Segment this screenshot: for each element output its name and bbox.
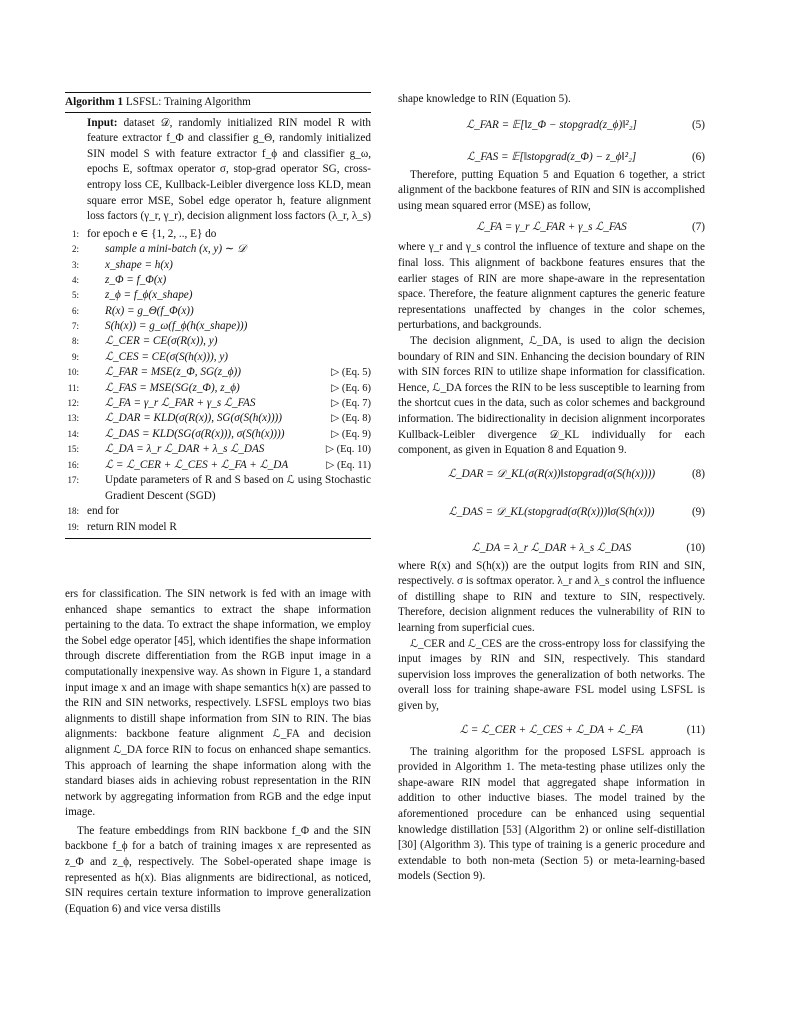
algorithm-line-number: 12: — [67, 398, 79, 409]
algorithm-line — [65, 227, 371, 242]
algorithm-line-number: 13: — [67, 413, 79, 424]
algorithm-line-number: 17: — [67, 475, 79, 485]
algorithm-line-number: 6: — [71, 305, 79, 316]
algorithm-line-number: 15: — [67, 444, 79, 455]
algorithm-line-comment: ▷ (Eq. 6) — [331, 382, 371, 394]
equation-8-number: (8) — [691, 467, 705, 480]
algorithm-line-text: z_Φ = f_Φ(x) — [105, 273, 167, 286]
algorithm-line-number: 3: — [71, 259, 79, 270]
algorithm-line-number: 9: — [71, 351, 79, 362]
algorithm-line-comment: ▷ (Eq. 10) — [325, 444, 371, 456]
equation-8 — [398, 465, 705, 483]
algorithm-line-text: sample a mini-batch (x, y) ∼ 𝒟 — [105, 243, 247, 256]
equation-9-number: (9) — [691, 505, 705, 518]
equation-8-body: ℒ_DAR = 𝒟_KL(σ(R(x))‖stopgrad(σ(S(h(x)))) — [447, 467, 656, 480]
algorithm-line-text: ℒ_CES = CE(σ(S(h(x))), y) — [105, 350, 229, 363]
equation-11-number: (11) — [686, 723, 705, 736]
algorithm-line-number: 11: — [67, 382, 79, 393]
algorithm-line-text: ℒ_FAS = MSE(SG(z_Φ), z_ϕ) — [105, 381, 240, 394]
equation-11-body: ℒ = ℒ_CER + ℒ_CES + ℒ_DA + ℒ_FA — [459, 723, 644, 736]
left-column — [65, 92, 371, 917]
algorithm-line-text: S(h(x)) = g_ω(f_ϕ(h(x_shape))) — [105, 320, 248, 333]
algorithm-line — [65, 334, 371, 349]
algorithm-input-label: Input: — [87, 116, 118, 129]
algorithm-line-text: end for — [87, 505, 119, 518]
algorithm-line-text: z_ϕ = f_ϕ(x_shape) — [105, 289, 193, 302]
algorithm-line-text: ℒ_DA = λ_r ℒ_DAR + λ_s ℒ_DAS — [105, 443, 265, 456]
equation-7-number: (7) — [691, 221, 705, 234]
left-body — [65, 587, 371, 917]
algorithm-input-text: dataset 𝒟, randomly initialized RIN model R with feature extractor f_Φ and classifier g_Θ, randomly initialized SIN model S with feature extractor f_ϕ and classifier g_ω, epochs E, softmax operator σ, stop-grad operator SG, cross-entropy loss CE, Kullback-Leibler divergence loss KLD, mean square error MSE, Sobel edge operator h, feature alignment loss factors (γ_r, γ_r), decision alignment loss factors (λ_r, λ_s) — [87, 116, 372, 223]
right-paragraph-0: shape knowledge to RIN (Equation 5). — [398, 93, 571, 105]
algorithm-line-number: 1: — [71, 228, 79, 239]
algorithm-line — [65, 442, 371, 457]
algorithm-line — [65, 242, 371, 257]
algorithm-line-number: 8: — [71, 336, 79, 347]
algorithm-line-comment: ▷ (Eq. 8) — [331, 413, 371, 425]
right-paragraph-1: Therefore, putting Equation 5 and Equation 6 together, a strict alignment of the backbone features of RIN and SIN is accomplished using mean squared error (MSE) as follow, — [398, 168, 705, 212]
equation-5-body: ℒ_FAR = 𝔼[‖z_Φ − stopgrad(z_ϕ)‖²₂] — [466, 118, 637, 131]
equation-6 — [398, 148, 705, 166]
left-paragraph-1: ers for classification. The SIN network is fed with an image with enhanced shape semantics to extract the shape information pertaining to the data. To extract the shape information, we employ the Sobel edge operator [45], which identifies the shape information through discrete differentiation from the RGB input image in a computationally inexpensive way. As shown in Figure 1, a standard input image x and an image with shape semantics h(x) are passed to the RIN and SIN networks, respectively. LSFSL employs two bias alignments to distill shape information from SIN to RIN. The bias alignments: backbone feature alignment ℒ_FA and decision alignment ℒ_DA force RIN to focus on enhanced shape semantics. This approach of learning the shape information along with the standard biases aids in achieving robust representation in the RIN network by aggregating information from RGB and the edge input image. — [65, 587, 371, 819]
equation-7 — [398, 218, 705, 236]
equation-7-body: ℒ_FA = γ_r ℒ_FAR + γ_s ℒ_FAS — [476, 221, 627, 234]
algorithm-line — [65, 288, 371, 303]
right-paragraph-4: where R(x) and S(h(x)) are the output logits from RIN and SIN, respectively. σ is softmax operator. λ_r and λ_s control the influence of distilling shape to RIN and texture to SIN, respectively. Therefore, decision alignment reduces the vulnerability of RIN to learning from superficial cues. — [398, 559, 705, 635]
algorithm-line-number: 16: — [67, 459, 79, 470]
algorithm-line — [65, 319, 371, 334]
algorithm-line — [65, 350, 371, 365]
algorithm-line — [65, 258, 371, 273]
algorithm-line-comment: ▷ (Eq. 7) — [331, 398, 371, 410]
equation-6-body: ℒ_FAS = 𝔼[‖stopgrad(z_Φ) − z_ϕ‖²₂] — [466, 150, 637, 163]
algorithm-steps — [65, 227, 371, 535]
algorithm-line — [65, 304, 371, 319]
algorithm-line-text: return RIN model R — [87, 520, 177, 533]
algorithm-line-comment: ▷ (Eq. 9) — [331, 428, 371, 440]
algorithm-line-number: 4: — [71, 274, 79, 285]
algorithm-line-text: x_shape = h(x) — [105, 258, 173, 271]
equation-10-number: (10) — [686, 541, 705, 554]
algorithm-line-text: ℒ_DAS = KLD(SG(σ(R(x))), σ(S(h(x)))) — [105, 427, 285, 440]
equation-10-body: ℒ_DA = λ_r ℒ_DAR + λ_s ℒ_DAS — [471, 541, 632, 554]
algorithm-line-number: 19: — [67, 521, 79, 532]
algorithm-line-text: for epoch e ∈ {1, 2, .., E} do — [87, 227, 217, 240]
algorithm-line-text: ℒ_CER = CE(σ(R(x)), y) — [105, 335, 218, 348]
algorithm-line-number: 5: — [71, 290, 79, 301]
algorithm-line — [65, 458, 371, 473]
algorithm-line-text: ℒ_FAR = MSE(z_Φ, SG(z_ϕ)) — [105, 366, 241, 379]
algorithm-name: LSFSL: Training Algorithm — [125, 96, 251, 108]
algorithm-label: Algorithm 1 — [65, 96, 124, 108]
equation-5-number: (5) — [691, 118, 705, 131]
algorithm-line-text: ℒ_FA = γ_r ℒ_FAR + γ_s ℒ_FAS — [105, 397, 256, 410]
algorithm-line — [65, 520, 371, 535]
algorithm-box — [65, 92, 371, 539]
equation-10 — [398, 539, 705, 557]
algorithm-line — [65, 473, 371, 504]
equation-9 — [398, 503, 705, 521]
algorithm-line — [65, 365, 371, 380]
equation-11 — [398, 721, 705, 739]
right-column — [398, 92, 705, 885]
algorithm-line-number: 10: — [67, 367, 79, 378]
algorithm-line-number: 18: — [67, 506, 79, 517]
algorithm-line — [65, 427, 371, 442]
left-paragraph-2: The feature embeddings from RIN backbone f_Φ and the SIN backbone f_ϕ for a batch of training images x are represented as z_Φ and z_ϕ, respectively. The Sobel-operated shape image is represented as h(x). Bias alignments are bidirectional, as noticed, SIN requires certain texture information to improve generalization (Equation 6) and vice versa distills — [65, 824, 371, 915]
algorithm-title — [65, 93, 371, 113]
algorithm-line — [65, 273, 371, 288]
equation-5 — [398, 116, 705, 134]
equation-9-body: ℒ_DAS = 𝒟_KL(stopgrad(σ(R(x)))‖σ(S(h(x))) — [448, 505, 655, 518]
algorithm-line-number: 14: — [67, 428, 79, 439]
algorithm-line-comment: ▷ (Eq. 11) — [326, 459, 371, 471]
algorithm-line-text: ℒ_DAR = KLD(σ(R(x)), SG(σ(S(h(x)))) — [105, 412, 282, 425]
algorithm-line-number: 7: — [71, 321, 79, 332]
algorithm-line-text: Update parameters of R and S based on ℒ using Stochastic Gradient Descent (SGD) — [105, 474, 371, 502]
algorithm-line — [65, 396, 371, 411]
algorithm-line — [65, 504, 371, 519]
algorithm-input — [65, 116, 371, 225]
algorithm-line-comment: ▷ (Eq. 5) — [331, 367, 371, 379]
right-paragraph-3: The decision alignment, ℒ_DA, is used to align the decision boundary of RIN and SIN. Enhancing the decision boundary of RIN with SIN forces RIN to utilize shape information for classification. Hence, ℒ_DA forces the RIN to be less susceptible to learning from the shortcut cues in the data, such as color schemes and background information. The bidirectionality in decision alignment incorporates Kullback-Leibler divergence 𝒟_KL individually for each component, as given in Equation 8 and Equation 9. — [398, 334, 705, 457]
algorithm-line-text: ℒ = ℒ_CER + ℒ_CES + ℒ_FA + ℒ_DA — [105, 458, 289, 471]
right-paragraph-5: ℒ_CER and ℒ_CES are the cross-entropy loss for classifying the input images by RIN and SIN, respectively. This standard supervision loss improves the generalization of both networks. The overall loss for training shape-aware FSL model using LSFSL is given by, — [398, 637, 705, 713]
algorithm-line-number: 2: — [71, 244, 79, 255]
algorithm-line — [65, 381, 371, 396]
right-paragraph-6: The training algorithm for the proposed LSFSL approach is provided in Algorithm 1. The meta-testing phase utilizes only the shape-aware RIN model that aggregated shape information in addition to other inductive biases. The model trained by the aforementioned procedure can be enhanced using sequential knowledge distillation [53] (Algorithm 2) or online self-distillation [30] (Algorithm 3). This type of training is a generic procedure and extendable to both non-meta (Section 5) or meta-learning-based models (Section 9). — [398, 745, 705, 883]
right-paragraph-2: where γ_r and γ_s control the influence of texture and shape on the final loss. This alignment of backbone features ensures that the earlier stages of RIN are more shape-aware in the representation space. Therefore, the feature alignment captures the generic feature representations unaffected by changes in the color schemes, perturbations, and backgrounds. — [398, 241, 705, 332]
algorithm-line-text: R(x) = g_Θ(f_Φ(x)) — [105, 304, 194, 317]
equation-6-number: (6) — [691, 150, 705, 163]
algorithm-line — [65, 411, 371, 426]
